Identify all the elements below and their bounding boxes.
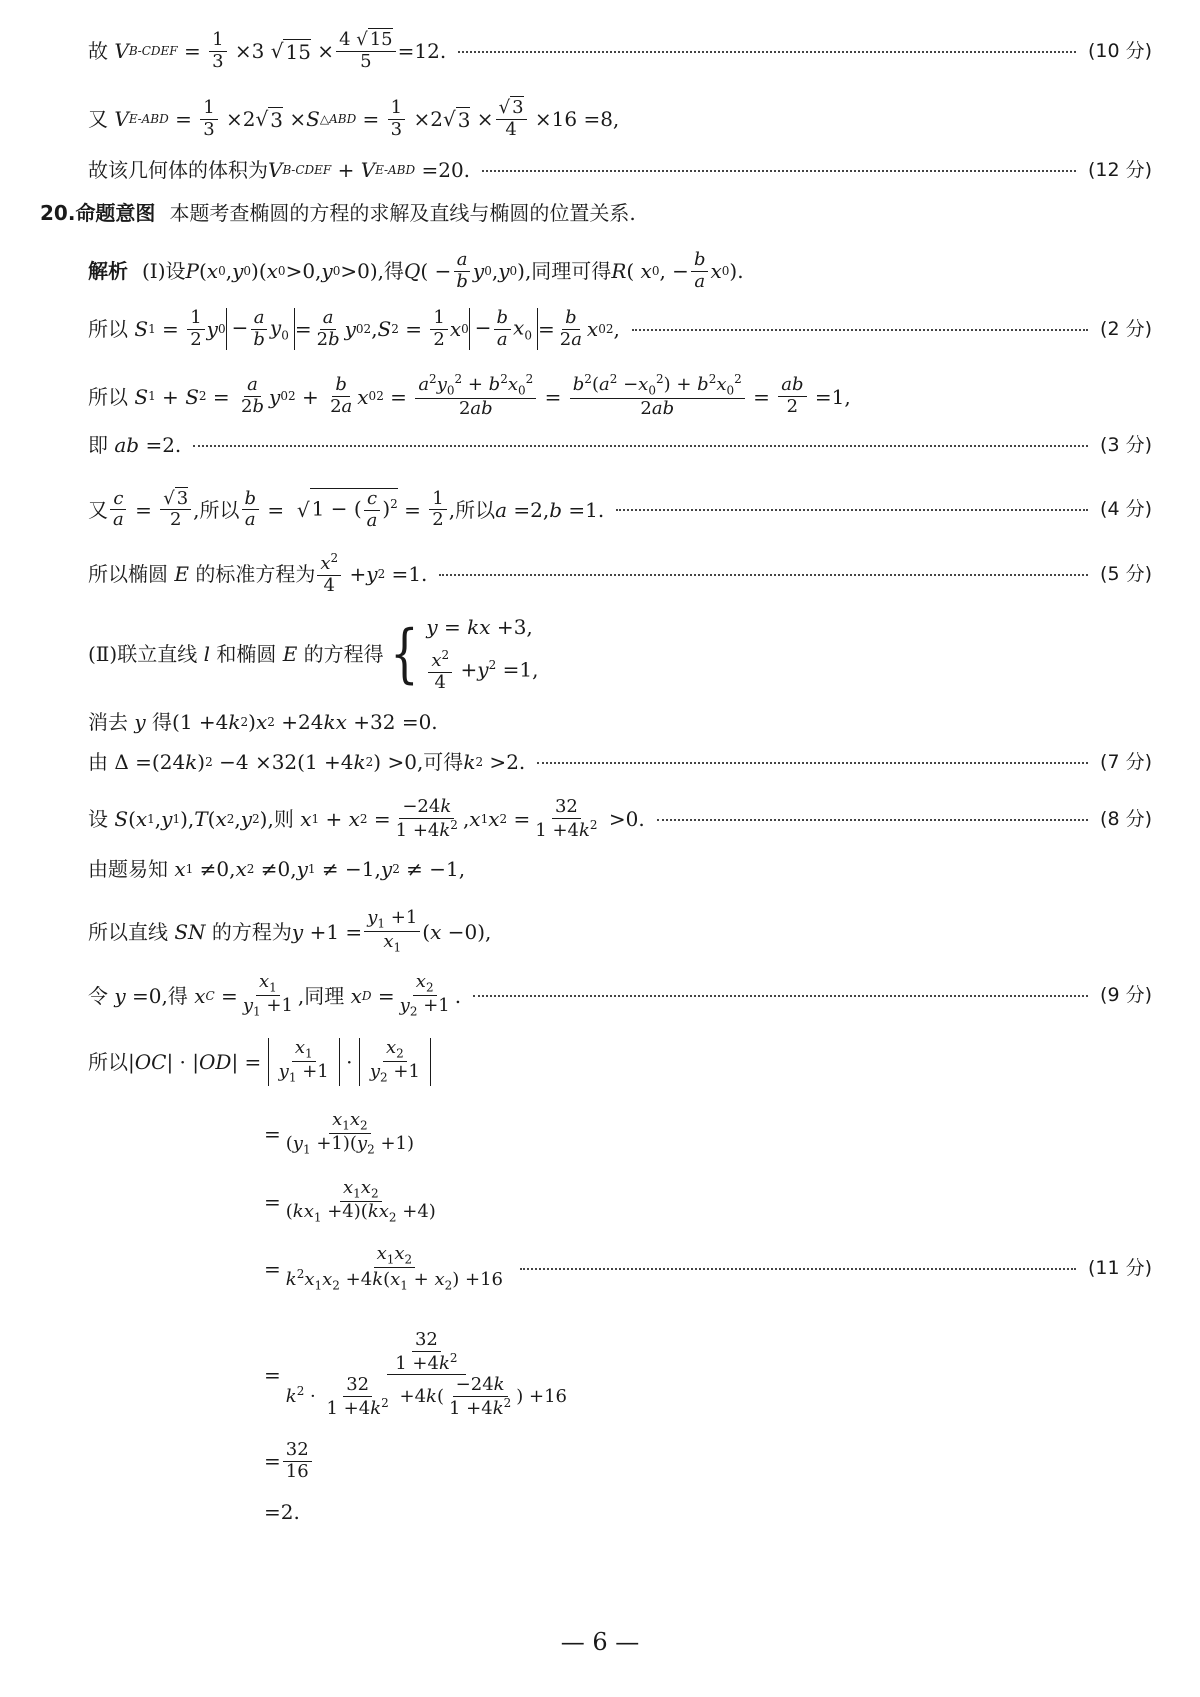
dot-leader xyxy=(458,50,1076,53)
dot-leader xyxy=(657,818,1088,821)
line-sn: 所以直线 SN 的方程为 y +1 = $\frac{y_1 +1}{x_1}$ ( x −0), xyxy=(88,907,492,955)
text: 令 xyxy=(88,983,108,1008)
score-label: (12 分) xyxy=(1087,158,1152,181)
question-description: 本题考查椭圆的方程的求解及直线与椭圆的位置关系. xyxy=(169,201,636,225)
score-label: (9 分) xyxy=(1100,984,1152,1007)
score-label: (7 分) xyxy=(1100,750,1152,773)
text: 故该几何体的体积为 xyxy=(88,158,268,182)
text: (Ⅰ)设 xyxy=(142,259,186,284)
question-number: 20. xyxy=(40,201,76,225)
text: 所以 xyxy=(88,1049,128,1074)
text: ,同理可得 xyxy=(524,259,612,284)
page-number: — 6 — xyxy=(560,1628,640,1656)
text: 所以 xyxy=(88,384,128,409)
text: 的标准方程为 xyxy=(195,562,316,587)
line-analysis: 解析 (Ⅰ)设 P ( x 0 , y 0 )( x 0 >0, y 0 >0) ,得 Q ( − $\frac{a}{b}$ y 0 , y 0 ) ,同理可得 R ( x 0 , − $\frac{b}{a}$ x 0 ). xyxy=(88,249,744,292)
text: ,则 xyxy=(267,807,294,832)
text: 设 xyxy=(88,807,108,832)
dot-leader xyxy=(520,1267,1076,1270)
line-sum: 所以 S 1 + S 2 = $\frac{a}{2b}$ y 0 2 + $\frac{b}{2a}$ x 0 2 = $\frac{a^2y_0^2 + b^2x_0^2}{2ab}$ = $\frac{b^2(a^2 -x_0^2) + b^2x_0^2}{2ab}$ = $\frac{ab}{2}$ =1, xyxy=(88,372,851,420)
score-label: (4 分) xyxy=(1100,498,1152,521)
text: =12. xyxy=(397,39,447,64)
line-eccentricity: 又 $\frac{c}{a}$ = $\frac{√ 3}{2}$ ,所以 $\frac{b}{a}$ = √ 1 − ( $\frac{c}{a}$ )$^2$ = $\frac{1}{2}$ ,所以 a =2, b =1. (4 分) xyxy=(88,487,1152,531)
score-label: (10 分) xyxy=(1087,39,1152,62)
text: 得 xyxy=(152,710,173,734)
text: 所以椭圆 xyxy=(88,562,168,587)
dot-leader xyxy=(616,508,1088,511)
text: 所以直线 xyxy=(88,919,168,944)
line-vieta: 设 S ( x 1 , y 1 ), T ( x 2 , y 2 ) ,则 x 1 + x 2 = $\frac{-24k}{1 +4k^2}$ , x 1 x 2 = $\frac{32}{1 +4k^2}$ >0. (8 分) xyxy=(88,796,1152,841)
text: 由题易知 xyxy=(88,857,168,881)
score-label: (11 分) xyxy=(1087,1257,1152,1280)
text: (Ⅱ)联立直线 xyxy=(88,642,198,667)
question-20-header xyxy=(40,201,1152,225)
equation-system: { y = kx +3, $\frac{x^2}{4}$ $+y^2 =1$, xyxy=(389,615,539,693)
score-label: (3 分) xyxy=(1100,433,1152,456)
line-eq4: = $\frac{32}{1 +4k^2}$ $k^2$ · $\frac{32}{1 +4k^2}$ +4k( $\frac{-24k}{1 +4k^2}$ ) +16 xyxy=(264,1329,568,1420)
line-eq6: =2. xyxy=(264,1500,300,1524)
line-known: 由题易知 x 1 ≠0, x 2 ≠0, y 1 ≠ −1, y 2 ≠ −1, xyxy=(88,857,466,881)
line-eq5: = $\frac{32}{16}$ xyxy=(264,1440,1152,1482)
text: 又 xyxy=(88,497,108,522)
text: 消去 xyxy=(88,710,128,734)
line-standard-equation: 所以椭圆 E 的标准方程为 $\frac{x^2}{4}$ + y 2 =1. (5 分) xyxy=(88,551,1152,596)
line-volume-eabd: 又 V E-ABD = $\frac{1}{3}$ ×2√ 3 × S △ABD = $\frac{1}{3}$ ×2√ 3 × $\frac{√ 3}{4}$ ×16 =8, xyxy=(88,97,620,140)
line-system: (Ⅱ)联立直线 l 和椭圆 E 的方程得 { y = kx +3, $\frac{x^2}{4}$ $+y^2 =1$, xyxy=(88,615,539,693)
dot-leader xyxy=(193,444,1088,447)
text: ,可得 xyxy=(416,750,464,774)
text: 即 xyxy=(88,433,108,457)
line-let: 令 y =0 ,得 x C = $\frac{x_1}{y_1 +1}$ ,同理 x D = $\frac{x_2}{y_2 +1}$ . (9 分) xyxy=(88,971,1152,1019)
dot-leader xyxy=(473,994,1088,997)
text: ,同理 xyxy=(297,983,345,1008)
dot-leader xyxy=(632,328,1088,331)
score-label: (8 分) xyxy=(1100,807,1152,830)
score-label: (5 分) xyxy=(1100,562,1152,585)
text: 由 xyxy=(88,750,108,774)
text: 又 xyxy=(88,107,108,132)
line-s1-s2: 所以 S 1 = $\frac{1}{2}$ y 0 − $\frac{a}{b}$ $y_0$ = $\frac{a}{2b}$ y 0 2 , S 2 = $\frac{1}{2}$ x 0 − $\frac{b}{a}$ $x_0$ = $\frac{b}{2a}$ x 0 2 , (2 分) xyxy=(88,307,1152,350)
text: 故 xyxy=(88,39,108,64)
text: ,得 xyxy=(377,259,405,284)
text: ,得 xyxy=(161,983,188,1008)
score-label: (2 分) xyxy=(1100,317,1152,340)
text: =20. xyxy=(421,158,471,182)
text: =8, xyxy=(583,107,620,132)
line-oc-od: 所以 | OC | · | OD | = $\frac{x_1}{y_1 +1}$ · $\frac{x_2}{y_2 +1}$ xyxy=(88,1038,1152,1086)
text: 的方程为 xyxy=(211,919,292,944)
line-eq1: = $\frac{x_1x_2}{(y_1 +1)(y_2 +1)}$ xyxy=(264,1109,415,1157)
text: 和椭圆 xyxy=(216,642,277,667)
dot-leader xyxy=(439,573,1088,576)
line-ab: 即 ab =2. (3 分) xyxy=(88,433,1152,457)
analysis-label: 解析 xyxy=(88,259,128,284)
line-eq3: = $\frac{x_1x_2}{k^2x_1x_2 +4k(x_1 + x_2) +16}$ (11 分) xyxy=(264,1243,1152,1293)
text: ,所以 xyxy=(193,497,240,522)
question-title: 命题意图 xyxy=(75,201,156,225)
line-total-volume: 故该几何体的体积为 V B-CDEF + V E-ABD =20. (12 分) xyxy=(88,158,1152,182)
dot-leader xyxy=(537,761,1088,764)
text: ,所以 xyxy=(448,497,496,522)
line-eq2: = $\frac{x_1x_2}{(kx_1 +4)(kx_2 +4)}$ xyxy=(264,1177,436,1225)
text: 所以 xyxy=(88,317,128,342)
line-delta: 由 Δ =(24 k ) 2 −4 ×32(1 +4 k 2 ) >0 ,可得 k 2 >2. (7 分) xyxy=(88,750,1152,774)
text: 的方程得 xyxy=(303,642,384,667)
dot-leader xyxy=(482,169,1076,172)
line-volume-bcdef: 故 V B-CDEF = $\frac{1}{3}$ ×3 √ 15 × $\frac{4 √ 15}{5}$ =12. (10 分) xyxy=(88,29,1152,72)
line-eliminate: 消去 y 得 (1 +4 k 2 ) x 2 +24 kx +32 =0. xyxy=(88,710,438,734)
